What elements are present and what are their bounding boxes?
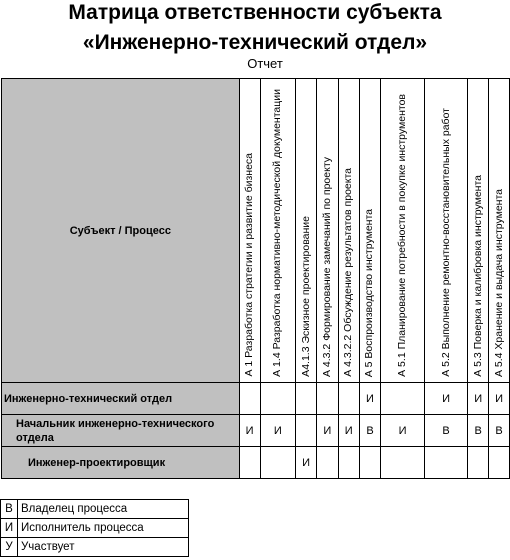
role-cell — [239, 383, 260, 415]
role-cell: И — [424, 383, 467, 415]
role-cell — [316, 383, 338, 415]
responsibility-matrix — [1, 78, 510, 479]
role-cell: В — [359, 415, 381, 447]
role-cell: И — [489, 383, 510, 415]
matrix-row — [2, 383, 510, 415]
legend-table — [0, 499, 189, 557]
process-label: А 5.3 Поверка и калибровка инструмента — [471, 175, 484, 377]
role-cell — [260, 383, 296, 415]
legend-code: В — [1, 500, 18, 519]
role-cell — [338, 383, 359, 415]
role-cell — [489, 447, 510, 479]
report-subtitle: Отчет — [247, 56, 283, 71]
process-header — [296, 79, 317, 383]
role-cell: И — [359, 383, 381, 415]
role-cell: И — [468, 383, 489, 415]
role-cell: В — [468, 415, 489, 447]
role-cell — [468, 447, 489, 479]
role-cell: И — [239, 415, 260, 447]
report-title-line-1: Матрица ответственности субъекта — [68, 1, 442, 24]
process-label: А4.1.3 Эскизное проектирование — [299, 216, 312, 377]
matrix-row — [2, 415, 510, 447]
process-header — [381, 79, 424, 383]
report-title-line-2: «Инженерно-технический отдел» — [82, 31, 428, 54]
legend-row — [1, 538, 189, 557]
process-header — [260, 79, 296, 383]
process-label: А 5.2 Выполнение ремонтно-восстановительных работ — [439, 108, 452, 377]
process-header — [468, 79, 489, 383]
corner-header: Субъект / Процесс — [2, 79, 240, 383]
process-label: А 4.3.2 Формирование замечаний по проекту — [320, 157, 333, 377]
role-cell — [381, 447, 424, 479]
process-label: А 5.1 Планирование потребности в покупке инструментов — [396, 94, 409, 377]
subject-label: Инженерно-технический отдел — [2, 383, 240, 415]
process-label: А 1 Разработка стратегии и развитие бизнеса — [243, 153, 256, 377]
role-cell — [381, 383, 424, 415]
process-label: А 1.4 Разработка нормативно-методической документации — [271, 89, 284, 377]
process-label: А 5.4 Хранение и выдача инструмента — [492, 188, 505, 377]
matrix-row — [2, 447, 510, 479]
process-label: А 5 Воспроизводство инструмента — [363, 208, 376, 377]
subject-label: Инженер-проектировщик — [2, 447, 240, 479]
process-label: А 4.3.2.2 Обсуждение результатов проекта — [342, 168, 355, 377]
subject-label: Начальник инженерно-технического отдела — [2, 415, 240, 447]
legend-label: Исполнитель процесса — [18, 519, 189, 538]
role-cell: В — [424, 415, 467, 447]
role-cell — [296, 415, 317, 447]
process-header — [489, 79, 510, 383]
process-header — [338, 79, 359, 383]
legend-label: Владелец процесса — [18, 500, 189, 519]
legend-code: У — [1, 538, 18, 557]
process-header — [424, 79, 467, 383]
role-cell — [359, 447, 381, 479]
role-cell — [316, 447, 338, 479]
role-cell — [338, 447, 359, 479]
role-cell: И — [316, 415, 338, 447]
process-header — [316, 79, 338, 383]
role-cell: И — [381, 415, 424, 447]
role-cell: И — [338, 415, 359, 447]
legend-label: Участвует — [18, 538, 189, 557]
role-cell — [296, 383, 317, 415]
legend-row — [1, 519, 189, 538]
role-cell — [239, 447, 260, 479]
process-header — [359, 79, 381, 383]
role-cell — [424, 447, 467, 479]
matrix-header-row — [2, 79, 510, 383]
role-cell: И — [260, 415, 296, 447]
legend-code: И — [1, 519, 18, 538]
role-cell: И — [296, 447, 317, 479]
role-cell — [260, 447, 296, 479]
legend-row — [1, 500, 189, 519]
role-cell: В — [489, 415, 510, 447]
process-header — [239, 79, 260, 383]
